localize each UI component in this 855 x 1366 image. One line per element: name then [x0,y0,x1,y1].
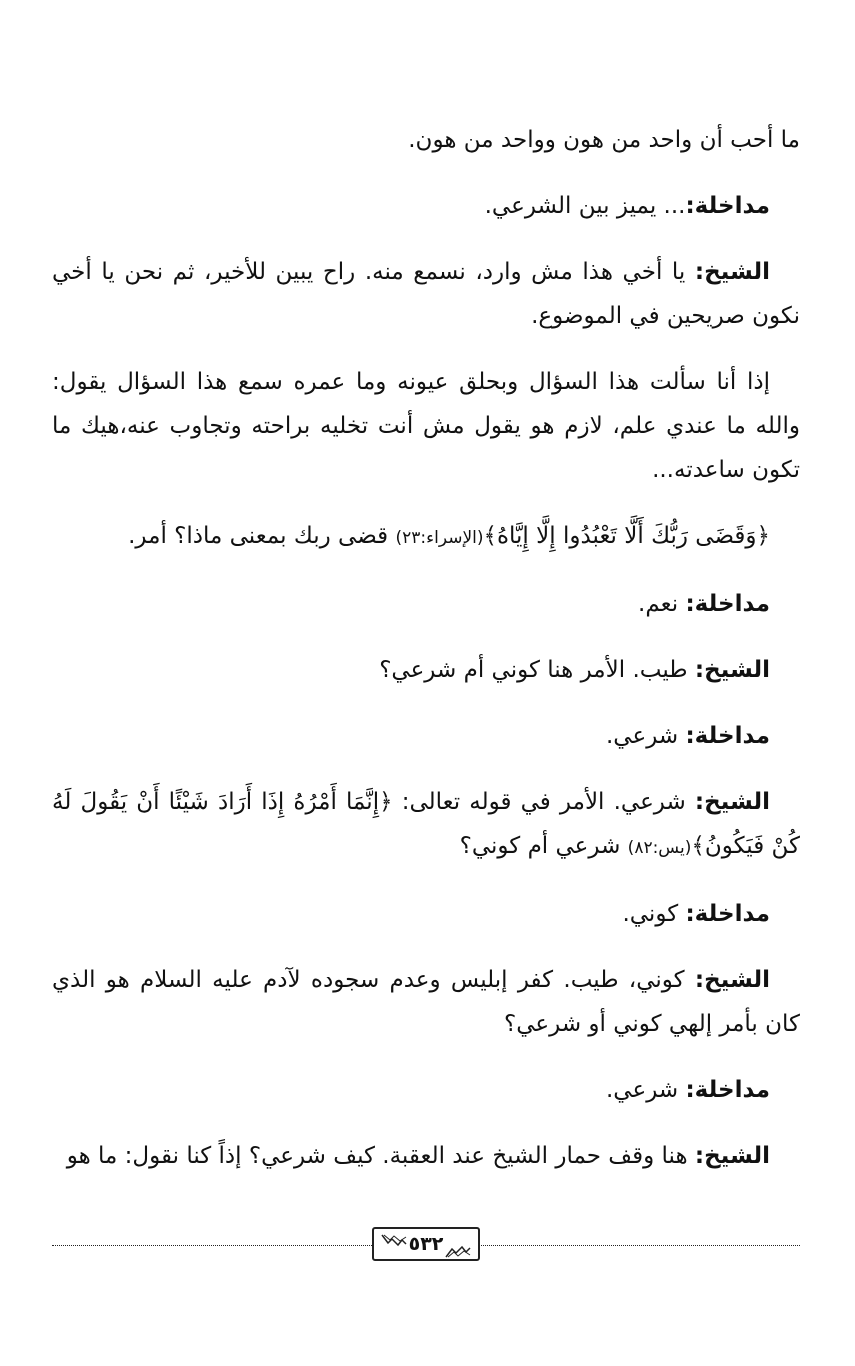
paragraph-4 [52,360,800,492]
paragraph-8 [52,714,800,758]
paragraph-text: قضى ربك بمعنى ماذا؟ أمر. [128,523,396,549]
paragraph-2 [52,184,800,228]
paragraph-text: إذا أنا سألت هذا السؤال وبحلق عيونه وما عمره سمع هذا السؤال يقول: والله ما عندي علم، لازم هو يقول مش أنت تخليه براحته وتجاوب عنه،هيك ما تكون ساعدته... [52,369,800,483]
speaker-label: الشيخ: [694,789,770,815]
paragraph-13 [52,1134,800,1178]
paragraph-6 [52,582,800,626]
paragraph-11 [52,958,800,1046]
speaker-label: الشيخ: [694,967,770,993]
quran-verse: ﴿إِنَّمَا أَمْرُهُ إِذَا أَرَادَ شَيْئًا أَنْ يَقُولَ لَهُ كُنْ فَيَكُونُ﴾ [52,789,800,859]
paragraph-text: نعم. [638,591,686,617]
paragraph-text: يا أخي هذا مش وارد، نسمع منه. راح يبين للأخير، ثم نحن يا أخي نكون صريحين في الموضوع. [52,259,800,329]
paragraph-1 [52,118,800,162]
speaker-label: مداخلة: [685,901,770,927]
paragraph-9 [52,780,800,870]
corner-ornament-icon [380,1233,408,1247]
paragraph-text: ما أحب أن واحد من هون وواحد من هون. [408,127,800,153]
page-number: ٥٣٢ [408,1233,444,1255]
speaker-label: الشيخ: [694,1143,770,1169]
paragraph-text: شرعي. [605,723,686,749]
corner-ornament-icon [444,1245,472,1259]
paragraph-text: كوني. [622,901,686,927]
paragraph-text: طيب. الأمر هنا كوني أم شرعي؟ [379,657,695,683]
paragraph-text: هنا وقف حمار الشيخ عند العقبة. كيف شرعي؟ إذاً كنا نقول: ما هو [66,1143,695,1169]
speaker-label: مداخلة: [685,1077,770,1103]
paragraph-7 [52,648,800,692]
paragraph-text: شرعي. الأمر في قوله تعالى: [392,789,695,815]
page-number-frame [372,1227,480,1261]
paragraph-text: ... يميز بين الشرعي. [484,193,686,219]
paragraph-text: كوني، طيب. كفر إبليس وعدم سجوده لآدم عليه السلام هو الذي كان بأمر إلهي كوني أو شرعي؟ [52,967,800,1037]
speaker-label: الشيخ: [694,657,770,683]
speaker-label: مداخلة: [685,193,770,219]
paragraph-text: شرعي. [605,1077,686,1103]
paragraph-10 [52,892,800,936]
speaker-label: مداخلة: [685,591,770,617]
paragraph-12 [52,1068,800,1112]
paragraph-text: شرعي أم كوني؟ [459,833,628,859]
paragraph-3 [52,250,800,338]
body-text [52,118,800,1200]
quran-verse: ﴿وَقَضَى رَبُّكَ أَلَّا تَعْبُدُوا إِلَّا إِيَّاهُ﴾ [483,523,770,549]
speaker-label: مداخلة: [685,723,770,749]
page-footer [52,1225,800,1265]
paragraph-5 [52,514,800,560]
speaker-label: الشيخ: [694,259,770,285]
verse-reference: (يس:٨٢) [627,838,692,858]
verse-reference: (الإسراء:٢٣) [395,528,484,548]
